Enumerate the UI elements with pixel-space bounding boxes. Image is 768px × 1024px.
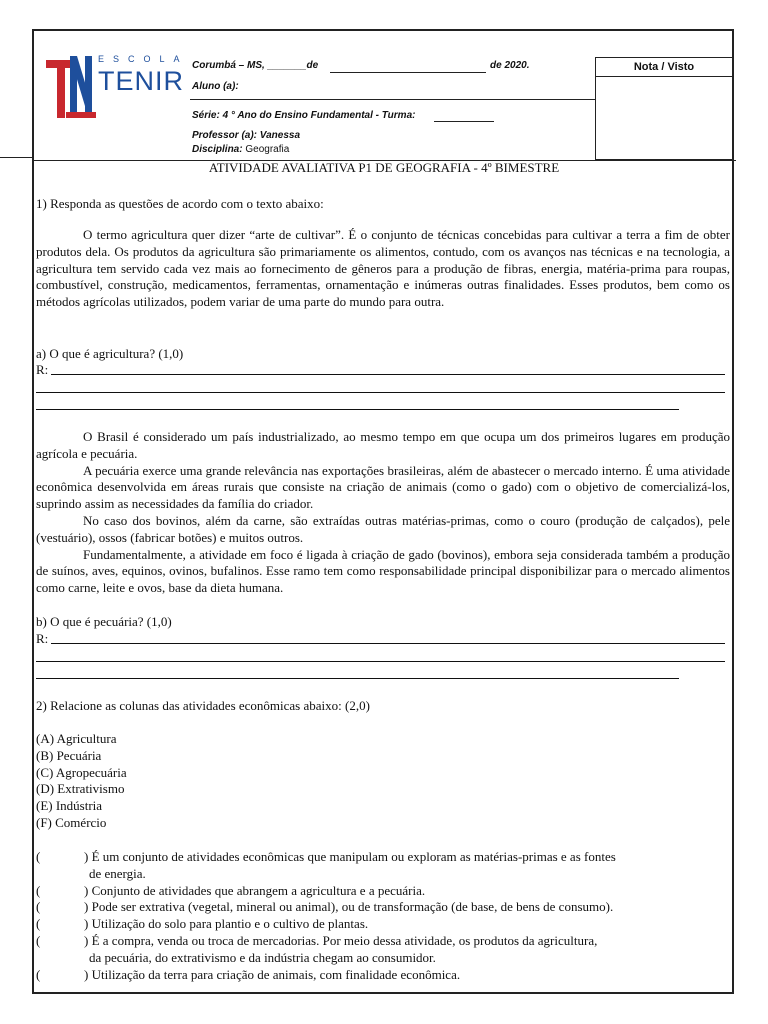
answer-b-line-2[interactable] bbox=[36, 661, 725, 662]
statement-1-continuation: de energia. bbox=[89, 865, 146, 881]
logo-main-text: TENIR bbox=[98, 66, 184, 96]
statements-list bbox=[36, 849, 616, 983]
livestock-text bbox=[36, 429, 730, 597]
place-date-prefix: Corumbá – MS, _______de bbox=[192, 60, 319, 71]
answer-a-label: R: bbox=[36, 362, 49, 377]
livestock-paragraph-3: No caso dos bovinos, além da carne, são extraídas outras matérias-primas, como o couro (produção de calçados), pele (vestuário), ossos (fabricar botões) e muitos outros. bbox=[36, 512, 730, 545]
page-title: ATIVIDADE AVALIATIVA P1 DE GEOGRAFIA - 4º BIMESTRE bbox=[208, 160, 560, 175]
grade-box-label: Nota / Visto bbox=[596, 58, 732, 77]
answer-b-line-3[interactable] bbox=[36, 678, 679, 679]
answer-a-line-3[interactable] bbox=[36, 409, 679, 410]
statement-6: ( ) Utilização da terra para criação de animais, com finalidade econômica. bbox=[36, 966, 461, 982]
livestock-paragraph-2: A pecuária exerce uma grande relevância nas exportações brasileiras, além de abastecer o mercado interno. É uma atividade econômica desenvolvida em áreas rurais que consiste na criação de animais (como o gado) com o objetivo de comercializá-los, suprindo assim as necessidades da família do criador. bbox=[36, 462, 730, 512]
question2-prompt: 2) Relacione as colunas das atividades econômicas abaixo: (2,0) bbox=[36, 698, 370, 713]
logo-top-text: ESCOLA bbox=[98, 54, 189, 64]
statement-1: ( ) É um conjunto de atividades econômicas que manipulam ou exploram as matérias-primas e as fontes bbox=[36, 849, 616, 864]
statement-3: ( ) Pode ser extrativa (vegetal, mineral ou animal), ou de transformação (de base, de bens de consumo). bbox=[36, 899, 614, 915]
date-month-blank[interactable] bbox=[330, 72, 486, 73]
subject-line bbox=[192, 144, 289, 155]
question1-prompt: 1) Responda as questões de acordo com o texto abaixo: bbox=[36, 196, 324, 211]
answer-blank[interactable]: ( bbox=[36, 966, 41, 982]
answer-a-line-1[interactable] bbox=[51, 374, 725, 375]
answer-blank[interactable]: ( bbox=[36, 899, 41, 915]
statement-2: ( ) Conjunto de atividades que abrangem a agricultura e a pecuária. bbox=[36, 882, 426, 898]
question-b: b) O que é pecuária? (1,0) bbox=[36, 614, 172, 629]
agriculture-text bbox=[36, 227, 730, 311]
grade-label: Série: 4 ° Ano do Ensino Fundamental - Turma: bbox=[192, 110, 416, 121]
answer-b-label: R: bbox=[36, 631, 49, 646]
option-f: (F) Comércio bbox=[36, 814, 107, 830]
header-divider-left bbox=[0, 157, 32, 158]
activity-options bbox=[36, 731, 127, 832]
class-blank[interactable] bbox=[434, 121, 494, 122]
subject-label: Disciplina: bbox=[192, 144, 243, 155]
answer-a-line-2[interactable] bbox=[36, 392, 725, 393]
subject-value: Geografia bbox=[245, 144, 290, 155]
livestock-paragraph-4: Fundamentalmente, a atividade em foco é ligada à criação de gado (bovinos), embora seja considerada também a produção de suínos, aves, equinos, ovinos, bufalinos. Esse ramo tem como responsabilidade principal disponibilizar para o mercado alimentos como carne, leite e ovos, base da dieta humana. bbox=[36, 546, 730, 596]
teacher-label: Professor (a): Vanessa bbox=[192, 130, 301, 141]
livestock-paragraph-1: O Brasil é considerado um país industrializado, ao mesmo tempo em que ocupa um dos primeiros lugares em produção agrícola e pecuária. bbox=[36, 429, 730, 461]
student-label: Aluno (a): bbox=[192, 81, 239, 92]
answer-blank[interactable]: ( bbox=[36, 932, 41, 948]
school-logo bbox=[46, 54, 189, 122]
answer-blank[interactable]: ( bbox=[36, 882, 41, 898]
agriculture-paragraph: O termo agricultura quer dizer “arte de cultivar”. É o conjunto de técnicas concebidas para cultivar a terra a fim de obter produtos dela. Os produtos da agricultura são primariamente os alimentos, contudo, com os avanços nas técnicas e na tecnologia, a agricultura tem servido cada vez mais ao fornecimento de gêneros para a produção de fibras, energia, matéria-prima para roupas, combustível, construção, medicamentos, ferramentas, ornamentação e inúmeras outras finalidades. Esses produtos, bem como os métodos agrícolas utilizados, podem variar de uma parte do mundo para outra. bbox=[36, 227, 730, 310]
question-a: a) O que é agricultura? (1,0) bbox=[36, 346, 184, 361]
place-date-suffix: de 2020. bbox=[490, 60, 530, 71]
answer-b-line-1[interactable] bbox=[51, 643, 725, 644]
answer-blank[interactable]: ( bbox=[36, 849, 41, 864]
option-c: (C) Agropecuária bbox=[36, 764, 127, 780]
statement-5: ( ) É a compra, venda ou troca de mercadorias. Por meio dessa atividade, os produtos da agricultura, bbox=[36, 932, 598, 948]
statement-5-continuation: da pecuária, do extrativismo e da indústria chegam ao consumidor. bbox=[89, 949, 436, 965]
grade-box[interactable] bbox=[595, 57, 733, 160]
option-d: (D) Extrativismo bbox=[36, 781, 125, 797]
statement-4: ( ) Utilização do solo para plantio e o cultivo de plantas. bbox=[36, 916, 369, 932]
option-a: (A) Agricultura bbox=[36, 731, 117, 746]
option-b: (B) Pecuária bbox=[36, 747, 102, 763]
student-name-line[interactable] bbox=[190, 99, 595, 100]
answer-blank[interactable]: ( bbox=[36, 916, 41, 932]
option-e: (E) Indústria bbox=[36, 798, 103, 814]
